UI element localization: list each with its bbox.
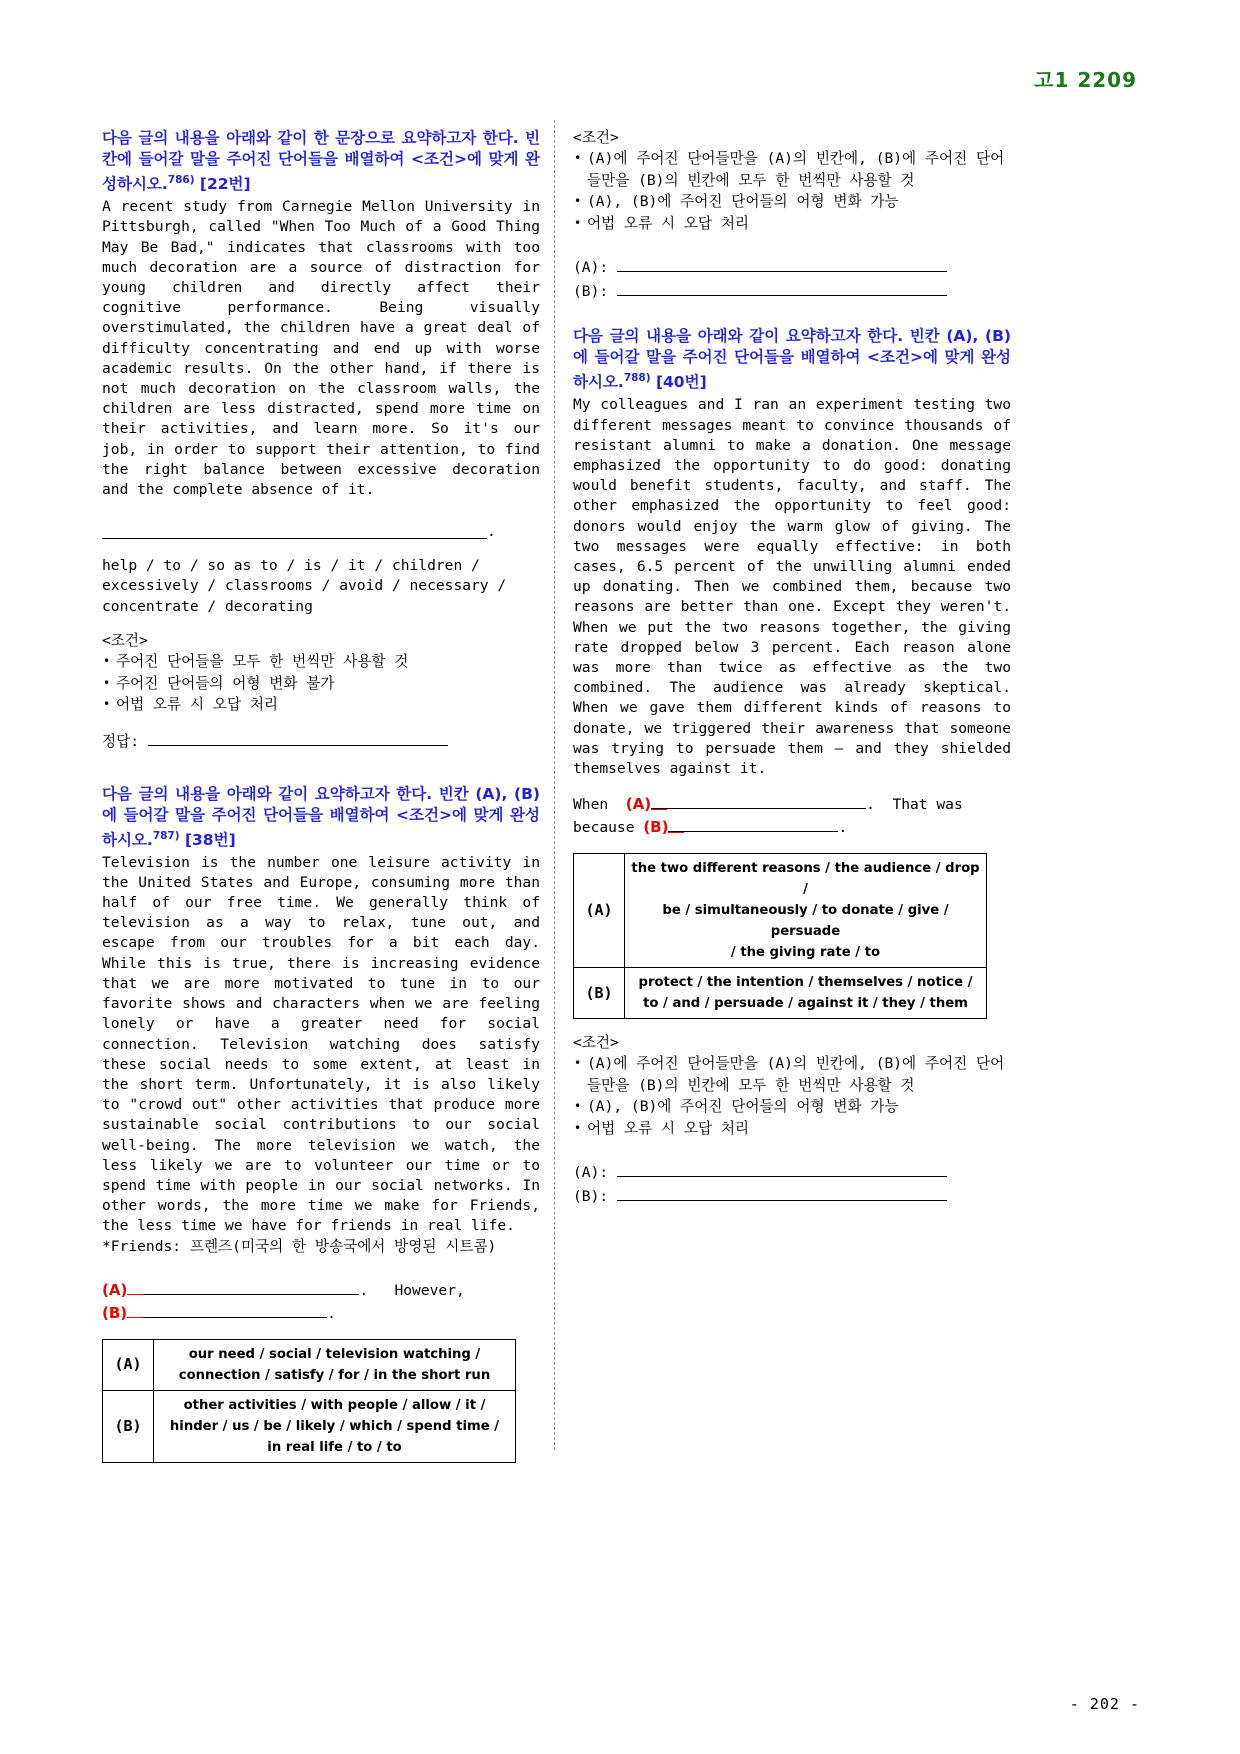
answer-blank-input[interactable] bbox=[148, 732, 448, 746]
question-787-connector: However, bbox=[394, 1281, 465, 1299]
question-786-condition-title: <조건> bbox=[102, 631, 148, 649]
question-786-heading-text: 다음 글의 내용을 아래와 같이 한 문장으로 요약하고자 한다. 빈칸에 들어갈 말을 주어진 단어들을 배열하여 <조건>에 맞게 완성하시오. bbox=[102, 129, 540, 194]
question-788-sentence-start: When bbox=[573, 796, 609, 814]
condition-item: • 어법 오류 시 오답 처리 bbox=[573, 213, 1011, 235]
word-line: to / and / persuade / against it / they / them bbox=[643, 996, 968, 1012]
word-line: be / simultaneously / to donate / give / persuade bbox=[662, 903, 949, 940]
word-line: protect / the intention / themselves / notice / bbox=[638, 975, 973, 991]
table-row bbox=[574, 854, 987, 968]
blank-b-label: (B) bbox=[643, 818, 669, 837]
condition-item: • (A)에 주어진 단어들만을 (A)의 빈칸에, (B)에 주어진 단어들만을 (B)의 빈칸에 모두 한 번씩만 사용할 것 bbox=[573, 1053, 1011, 1096]
question-787-blank-b-row bbox=[102, 1302, 540, 1325]
answer-a-label: (A): bbox=[573, 1164, 609, 1182]
condition-item: • (A), (B)에 주어진 단어들의 어형 변화 가능 bbox=[573, 1096, 1011, 1118]
blank-a-label: (A) bbox=[102, 1280, 128, 1299]
blank-a-input[interactable] bbox=[651, 796, 866, 809]
condition-item: • 어법 오류 시 오답 처리 bbox=[573, 1118, 1011, 1140]
question-787-answer-b-row bbox=[573, 280, 1011, 304]
question-788-passage: My colleagues and I ran an experiment testing two different messages meant to convince thousands of resistant alumni to make a donation. One message emphasized the opportunity to do good: donating would benefit students, faculty, and staff. The other emphasized the opportunity to feel good: donors would enjoy the warm glow of giving. The two messages were equally effective: in both cases, 6.5 percent of the unwilling alumni ended up donating. Then we combined them, because two reasons are better than one. Except they weren't. When we put the two reasons together, the giving rate dropped below 3 percent. Each reason alone was more than twice as effective as the two combined. The audience was already skeptical. When we gave them different kinds of reasons to donate, we triggered their awareness that someone was trying to persuade them – and they shielded themselves against it. bbox=[573, 396, 1011, 778]
question-788-word-table bbox=[573, 853, 987, 1019]
question-786-summary-line bbox=[102, 522, 540, 542]
question-786-number: 786) bbox=[167, 174, 195, 186]
question-788-tag: [40번] bbox=[655, 373, 707, 392]
question-788-answer-a-row bbox=[573, 1161, 1011, 1185]
table-row bbox=[574, 968, 987, 1019]
blank-a-tail: . bbox=[359, 1281, 369, 1299]
question-787-number: 787) bbox=[152, 829, 180, 842]
right-column bbox=[573, 128, 1011, 1209]
word-line: our need / social / television watching / bbox=[188, 1346, 481, 1362]
word-table-cell-a bbox=[625, 854, 987, 968]
blank-b-tail: . bbox=[838, 819, 848, 837]
answer-a-input[interactable] bbox=[617, 1163, 947, 1177]
question-787-passage: Television is the number one leisure activity in the United States and Europe, consuming more than half of our free time. We generally think of television as a way to relax, tune out, and escape from our troubles for a bit each day. While this is true, there is increasing evidence that we are more motivated to tune in to our favorite shows and characters when we are feeling lonely or have a greater need for social connection. Television watching does satisfy these social needs to some extent, at least in the short term. Unfortunately, it is also likely to "crowd out" other activities that produce more sustainable social contributions to our social well-being. The more television we watch, the less likely we are to volunteer our time or to spend time with people in our social networks. In other words, the more time we make for Friends, the less time we have for friends in real life. bbox=[102, 853, 540, 1235]
answer-b-label: (B): bbox=[573, 283, 609, 301]
word-table-cell-b bbox=[154, 1390, 516, 1462]
question-786-wordbank: help / to / so as to / is / it / children / excessively / classrooms / avoid / necessary / concentrate / decorating bbox=[102, 557, 507, 615]
word-table-key-b: (B) bbox=[103, 1390, 154, 1462]
question-788-heading-text: 다음 글의 내용을 아래와 같이 요약하고자 한다. 빈칸 (A), (B)에 들어갈 말을 주어진 단어들을 배열하여 <조건>에 맞게 완성하시오. bbox=[573, 327, 1011, 392]
question-787-footnote: *Friends: 프렌즈(미국의 한 방송국에서 방영된 시트콤) bbox=[102, 1237, 497, 1255]
question-788-condition-list bbox=[573, 1053, 1011, 1139]
question-787-word-table bbox=[102, 1339, 516, 1463]
blank-b-label: (B) bbox=[102, 1303, 128, 1322]
answer-b-input[interactable] bbox=[617, 282, 947, 296]
left-column bbox=[102, 128, 540, 1463]
answer-a-input[interactable] bbox=[617, 258, 947, 272]
word-line: connection / satisfy / for / in the short run bbox=[178, 1367, 491, 1383]
word-line: / the giving rate / to bbox=[730, 945, 881, 961]
blank-a-label: (A) bbox=[625, 795, 652, 814]
page-number: - 202 - bbox=[1069, 1695, 1140, 1713]
question-787-blank-a-row bbox=[102, 1279, 540, 1302]
question-788-number: 788) bbox=[623, 372, 651, 385]
question-786-tag: [22번] bbox=[199, 175, 251, 194]
question-787-heading bbox=[102, 784, 540, 851]
question-787-condition-title: <조건> bbox=[573, 129, 619, 146]
word-table-key-b: (B) bbox=[574, 968, 625, 1019]
word-table-key-a: (A) bbox=[103, 1339, 154, 1390]
table-row bbox=[103, 1390, 516, 1462]
condition-item: • 주어진 단어들을 모두 한 번씩만 사용할 것 bbox=[102, 651, 540, 673]
word-line: the two different reasons / the audience / drop / bbox=[631, 861, 980, 898]
question-787-tag: [38번] bbox=[184, 830, 236, 849]
word-line: other activities / with people / allow / it / bbox=[183, 1397, 486, 1413]
answer-b-input[interactable] bbox=[617, 1187, 947, 1201]
answer-b-label: (B): bbox=[573, 1188, 609, 1206]
question-788-connector-2: because bbox=[573, 819, 635, 837]
question-788-answer-b-row bbox=[573, 1185, 1011, 1209]
question-786-passage: A recent study from Carnegie Mellon University in Pittsburgh, called "When Too Much of a Good Thing May Be Bad," indicates that classrooms with too much decoration are a source of distraction for young children and directly affect their cognitive performance. Being visually overstimulated, the children have a great deal of difficulty concentrating and end up with worse academic results. On the other hand, if there is not much decoration on the classroom walls, the children are less distracted, spend more time on their activities, and learn more. So it's our job, in order to support their attention, to find the right balance between excessive decoration and the complete absence of it. bbox=[102, 198, 540, 498]
question-787-heading-text: 다음 글의 내용을 아래와 같이 요약하고자 한다. 빈칸 (A), (B)에 들어갈 말을 주어진 단어들을 배열하여 <조건>에 맞게 완성하시오. bbox=[102, 784, 540, 849]
column-divider bbox=[554, 120, 555, 1450]
blank-a-input[interactable] bbox=[127, 1282, 359, 1295]
question-788-connector-1: That was bbox=[892, 796, 963, 814]
question-787-answer-a-row bbox=[573, 256, 1011, 280]
question-786-heading bbox=[102, 128, 540, 195]
word-line: hinder / us / be / likely / which / spend time / bbox=[169, 1418, 500, 1434]
answer-label: 정답: bbox=[102, 732, 139, 750]
table-row bbox=[103, 1339, 516, 1390]
word-table-key-a: (A) bbox=[574, 854, 625, 968]
condition-item: • 주어진 단어들의 어형 변화 불가 bbox=[102, 673, 540, 695]
question-786-answer-row bbox=[102, 730, 540, 754]
blank-b-input[interactable] bbox=[127, 1305, 327, 1318]
question-788-condition-title: <조건> bbox=[573, 1034, 619, 1052]
word-table-cell-b bbox=[625, 968, 987, 1019]
blank-b-input[interactable] bbox=[668, 819, 838, 832]
condition-item: • (A), (B)에 주어진 단어들의 어형 변화 가능 bbox=[573, 191, 1011, 213]
question-788-blank-a-row bbox=[573, 793, 1011, 816]
question-788-heading bbox=[573, 326, 1011, 393]
condition-item: • (A)에 주어진 단어들만을 (A)의 빈칸에, (B)에 주어진 단어들만을 (B)의 빈칸에 모두 한 번씩만 사용할 것 bbox=[573, 148, 1011, 191]
blank-b-tail: . bbox=[327, 1304, 336, 1322]
question-786-condition-list bbox=[102, 651, 540, 716]
word-line: in real life / to / to bbox=[267, 1439, 402, 1455]
question-787-condition-list bbox=[573, 148, 1011, 234]
summary-blank-rule bbox=[102, 538, 487, 539]
blank-a-tail: . bbox=[866, 796, 875, 814]
question-788-blank-b-row bbox=[573, 816, 1011, 839]
condition-item: • 어법 오류 시 오답 처리 bbox=[102, 694, 540, 716]
word-table-cell-a bbox=[154, 1339, 516, 1390]
summary-period: . bbox=[487, 523, 496, 541]
answer-a-label: (A): bbox=[573, 259, 609, 277]
page-header-label: 고1 2209 bbox=[1034, 68, 1137, 92]
